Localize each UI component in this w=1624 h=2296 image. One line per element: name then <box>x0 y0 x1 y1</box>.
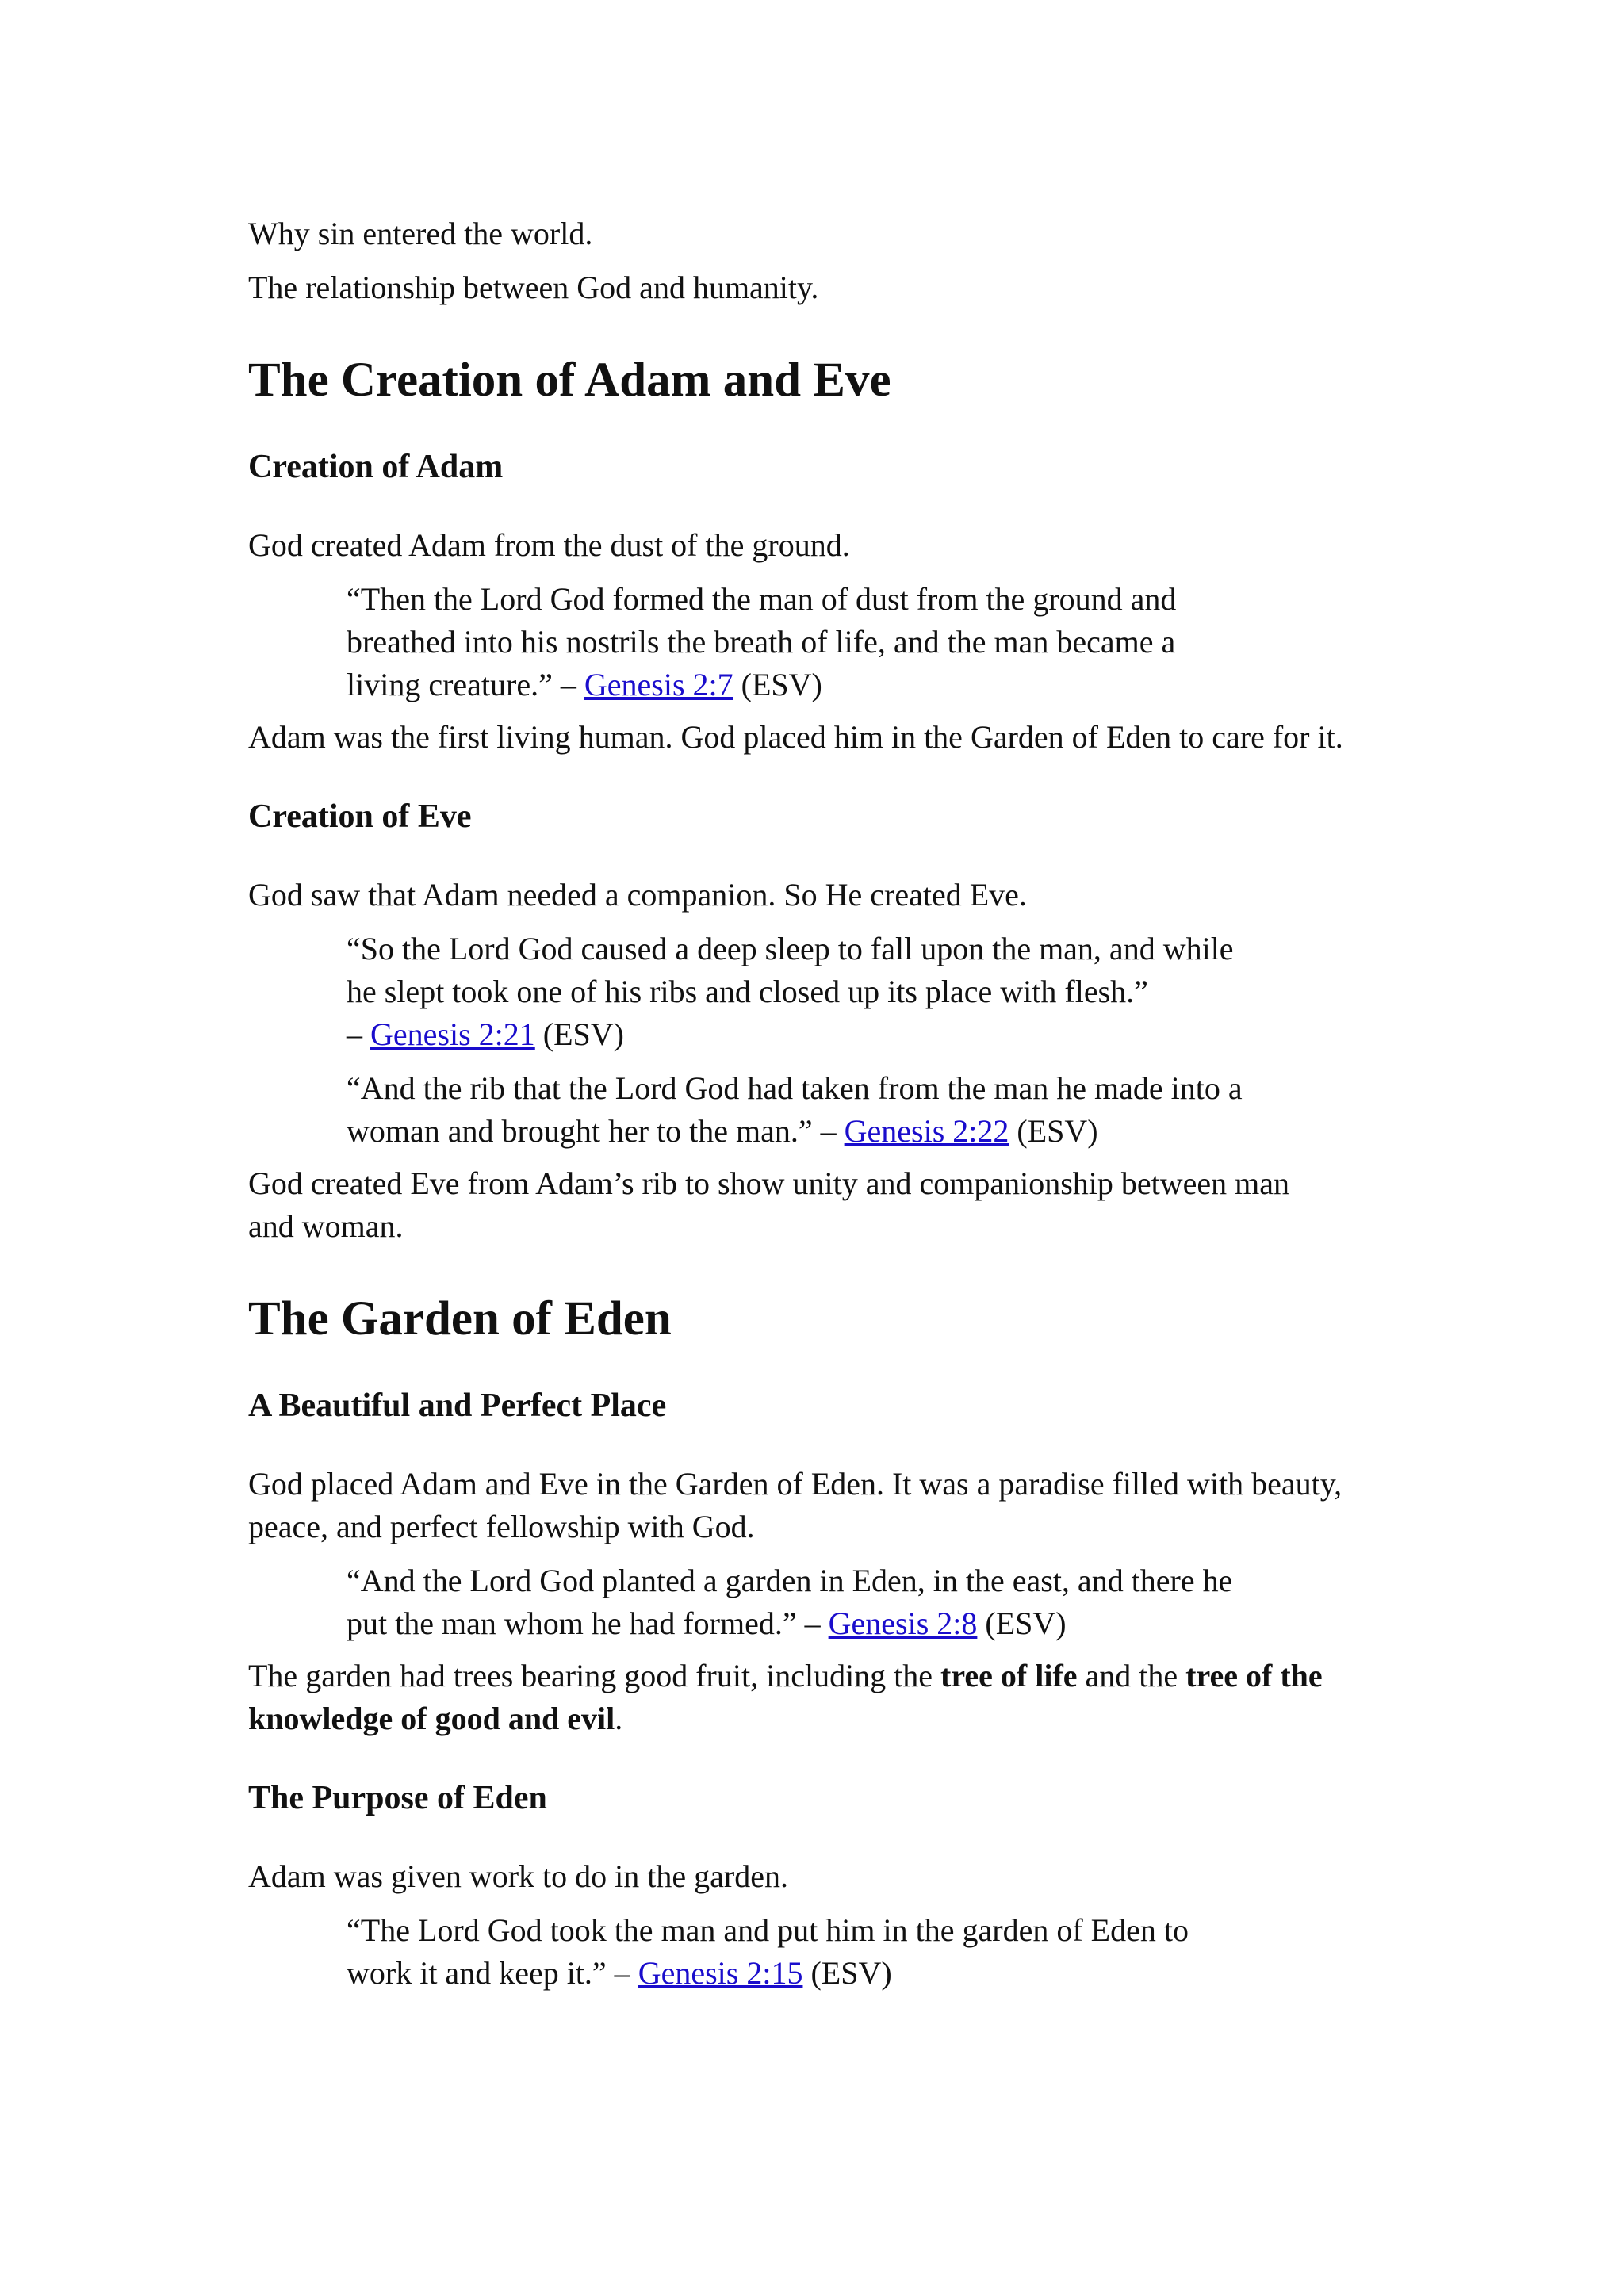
tree-of-knowledge-bold: knowledge of good and evil <box>248 1701 615 1736</box>
section-title-creation: The Creation of Adam and Eve <box>248 354 891 407</box>
genesis-2-21-link[interactable]: Genesis 2:21 <box>370 1016 535 1052</box>
quote-line: “Then the Lord God formed the man of dust from the ground and <box>347 581 1177 617</box>
subsection-title-creation-of-adam: Creation of Adam <box>248 449 504 485</box>
paragraph-adam-first-human: Adam was the first living human. God placed him in the Garden of Eden to care for it. <box>248 719 1343 755</box>
text: . <box>615 1701 623 1736</box>
text: and the <box>1077 1658 1186 1693</box>
paragraph-eden-line-2: peace, and perfect fellowship with God. <box>248 1509 755 1544</box>
quote-text: living creature.” – <box>347 667 584 702</box>
quote-text: – <box>347 1016 370 1052</box>
quote-line-citation <box>347 1013 1306 1056</box>
paragraph-eve-rib-line-1: God created Eve from Adam’s rib to show unity and companionship between man <box>248 1165 1290 1201</box>
quote-line: he slept took one of his ribs and closed up its place with flesh.” <box>347 974 1148 1009</box>
version-label: (ESV) <box>1009 1113 1098 1149</box>
tree-of-life-bold: tree of life <box>940 1658 1078 1693</box>
version-label: (ESV) <box>733 667 822 702</box>
paragraph-garden-trees-line-1 <box>248 1655 1390 1697</box>
version-label: (ESV) <box>802 1955 892 1991</box>
paragraph-eve-companion: God saw that Adam needed a companion. So He created Eve. <box>248 877 1027 913</box>
paragraph-adam-work: Adam was given work to do in the garden. <box>248 1858 788 1894</box>
quote-genesis-2-15 <box>347 1909 1306 1995</box>
quote-line-citation <box>347 1952 1306 1995</box>
quote-line: breathed into his nostrils the breath of life, and the man became a <box>347 624 1176 660</box>
quote-genesis-2-8 <box>347 1559 1306 1645</box>
quote-line: “The Lord God took the man and put him in the garden of Eden to <box>347 1912 1189 1948</box>
quote-line-citation <box>347 664 1306 706</box>
quote-line: “And the rib that the Lord God had taken from the man he made into a <box>347 1070 1243 1106</box>
quote-line-citation <box>347 1110 1306 1153</box>
paragraph-garden-trees-line-2 <box>248 1697 1390 1740</box>
quote-text: woman and brought her to the man.” – <box>347 1113 845 1149</box>
document-page <box>248 212 1390 1995</box>
quote-text: work it and keep it.” – <box>347 1955 638 1991</box>
quote-genesis-2-21 <box>347 928 1306 1056</box>
subsection-title-creation-of-eve: Creation of Eve <box>248 798 472 835</box>
genesis-2-15-link[interactable]: Genesis 2:15 <box>638 1955 803 1991</box>
section-title-garden-of-eden: The Garden of Eden <box>248 1292 672 1345</box>
paragraph-eve-rib-line-2: and woman. <box>248 1208 404 1244</box>
subsection-title-beautiful-place: A Beautiful and Perfect Place <box>248 1387 667 1424</box>
quote-genesis-2-7 <box>347 578 1306 706</box>
version-label: (ESV) <box>534 1016 624 1052</box>
genesis-2-8-link[interactable]: Genesis 2:8 <box>828 1605 978 1641</box>
paragraph-adam-dust: God created Adam from the dust of the ground. <box>248 527 850 563</box>
intro-line-1: Why sin entered the world. <box>248 216 593 251</box>
intro-line-2: The relationship between God and humanity. <box>248 270 819 305</box>
tree-of-knowledge-bold: tree of the <box>1185 1658 1323 1693</box>
text: The garden had trees bearing good fruit, including the <box>248 1658 941 1693</box>
quote-text: put the man whom he had formed.” – <box>347 1605 829 1641</box>
quote-line: “And the Lord God planted a garden in Eden, in the east, and there he <box>347 1563 1233 1598</box>
genesis-2-22-link[interactable]: Genesis 2:22 <box>844 1113 1009 1149</box>
subsection-title-purpose-of-eden: The Purpose of Eden <box>248 1780 547 1816</box>
quote-line-citation <box>347 1602 1306 1645</box>
quote-line: “So the Lord God caused a deep sleep to fall upon the man, and while <box>347 931 1234 966</box>
paragraph-eden-line-1: God placed Adam and Eve in the Garden of Eden. It was a paradise filled with beauty, <box>248 1466 1342 1502</box>
genesis-2-7-link[interactable]: Genesis 2:7 <box>584 667 733 702</box>
quote-genesis-2-22 <box>347 1067 1306 1153</box>
version-label: (ESV) <box>977 1605 1067 1641</box>
